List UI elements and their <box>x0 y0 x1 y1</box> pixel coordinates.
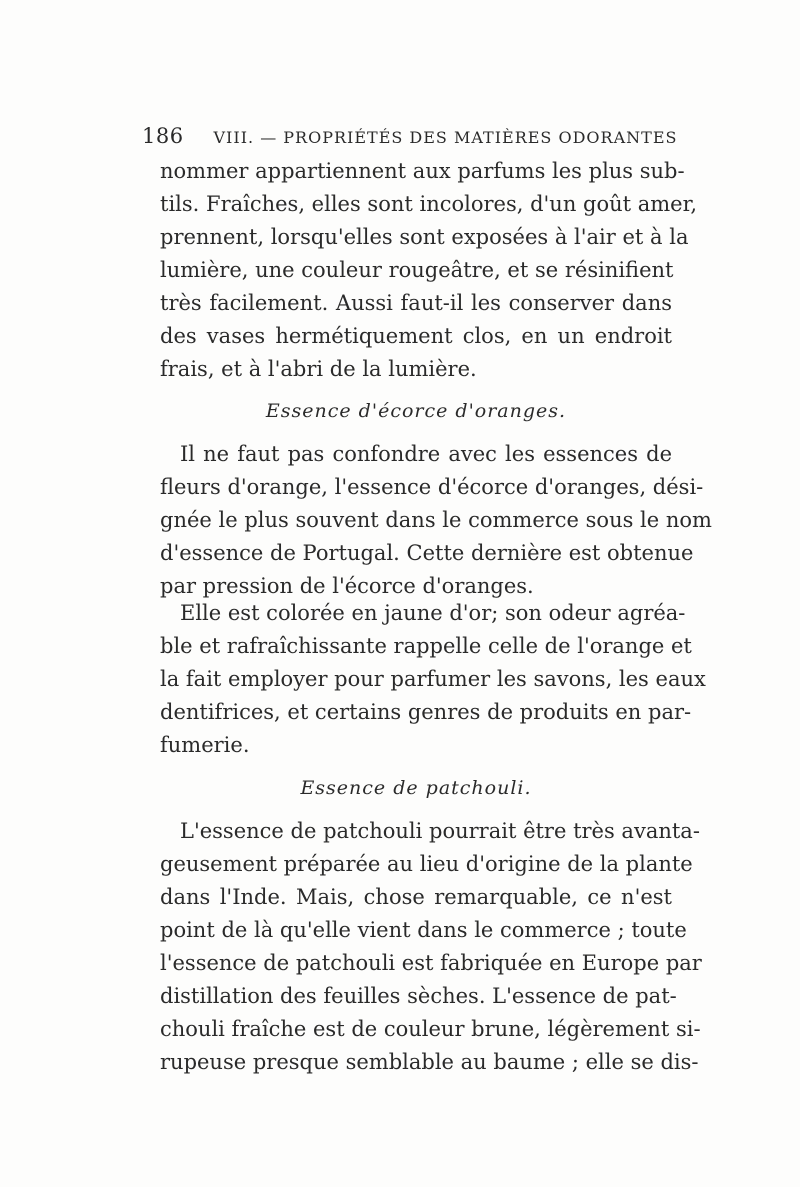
text-line: Il ne faut pas confondre avec les essences de <box>180 442 672 466</box>
text-line: prennent, lorsqu'elles sont exposées à l'air et à la <box>160 225 689 249</box>
text-line: frais, et à l'abri de la lumière. <box>160 357 477 381</box>
page-number: 186 <box>142 124 184 148</box>
text-line: gnée le plus souvent dans le commerce sous le nom <box>160 508 712 532</box>
text-line: lumière, une couleur rougeâtre, et se résinifient <box>160 258 674 282</box>
text-line: tils. Fraîches, elles sont incolores, d'un goût amer, <box>160 192 698 216</box>
section-heading-orange-peel: Essence d'écorce d'oranges. <box>265 400 567 422</box>
text-line: geusement préparée au lieu d'origine de la plante <box>160 852 693 876</box>
text-line: l'essence de patchouli est fabriquée en Europe par <box>160 951 702 975</box>
text-line: par pression de l'écorce d'oranges. <box>160 574 534 598</box>
text-line: ble et rafraîchissante rappelle celle de l'orange et <box>160 634 692 658</box>
text-line: L'essence de patchouli pourrait être très avanta- <box>180 819 700 843</box>
running-header <box>142 124 682 152</box>
text-line: point de là qu'elle vient dans le commerce ; toute <box>160 918 687 942</box>
text-line: Elle est colorée en jaune d'or; son odeur agréa- <box>180 601 686 625</box>
text-line: fumerie. <box>160 733 250 757</box>
text-line: très facilement. Aussi faut-il les conserver dans <box>160 291 672 315</box>
text-line: chouli fraîche est de couleur brune, légèrement si- <box>160 1017 701 1041</box>
section-heading-patchouli: Essence de patchouli. <box>300 777 532 799</box>
text-line: d'essence de Portugal. Cette dernière est obtenue <box>160 541 694 565</box>
running-title: VIII. — PROPRIÉTÉS DES MATIÈRES ODORANTES <box>213 128 678 147</box>
text-line: fleurs d'orange, l'essence d'écorce d'oranges, dési- <box>160 475 704 499</box>
text-line: des vases hermétiquement clos, en un endroit <box>160 324 672 348</box>
text-line: distillation des feuilles sèches. L'essence de pat- <box>160 984 677 1008</box>
text-line: la fait employer pour parfumer les savons, les eaux <box>160 667 706 691</box>
text-line: dans l'Inde. Mais, chose remarquable, ce n'est <box>160 885 672 909</box>
text-line: dentifrices, et certains genres de produits en par- <box>160 700 692 724</box>
text-line: nommer appartiennent aux parfums les plus sub- <box>160 159 685 183</box>
text-line: rupeuse presque semblable au baume ; elle se dis- <box>160 1050 699 1074</box>
